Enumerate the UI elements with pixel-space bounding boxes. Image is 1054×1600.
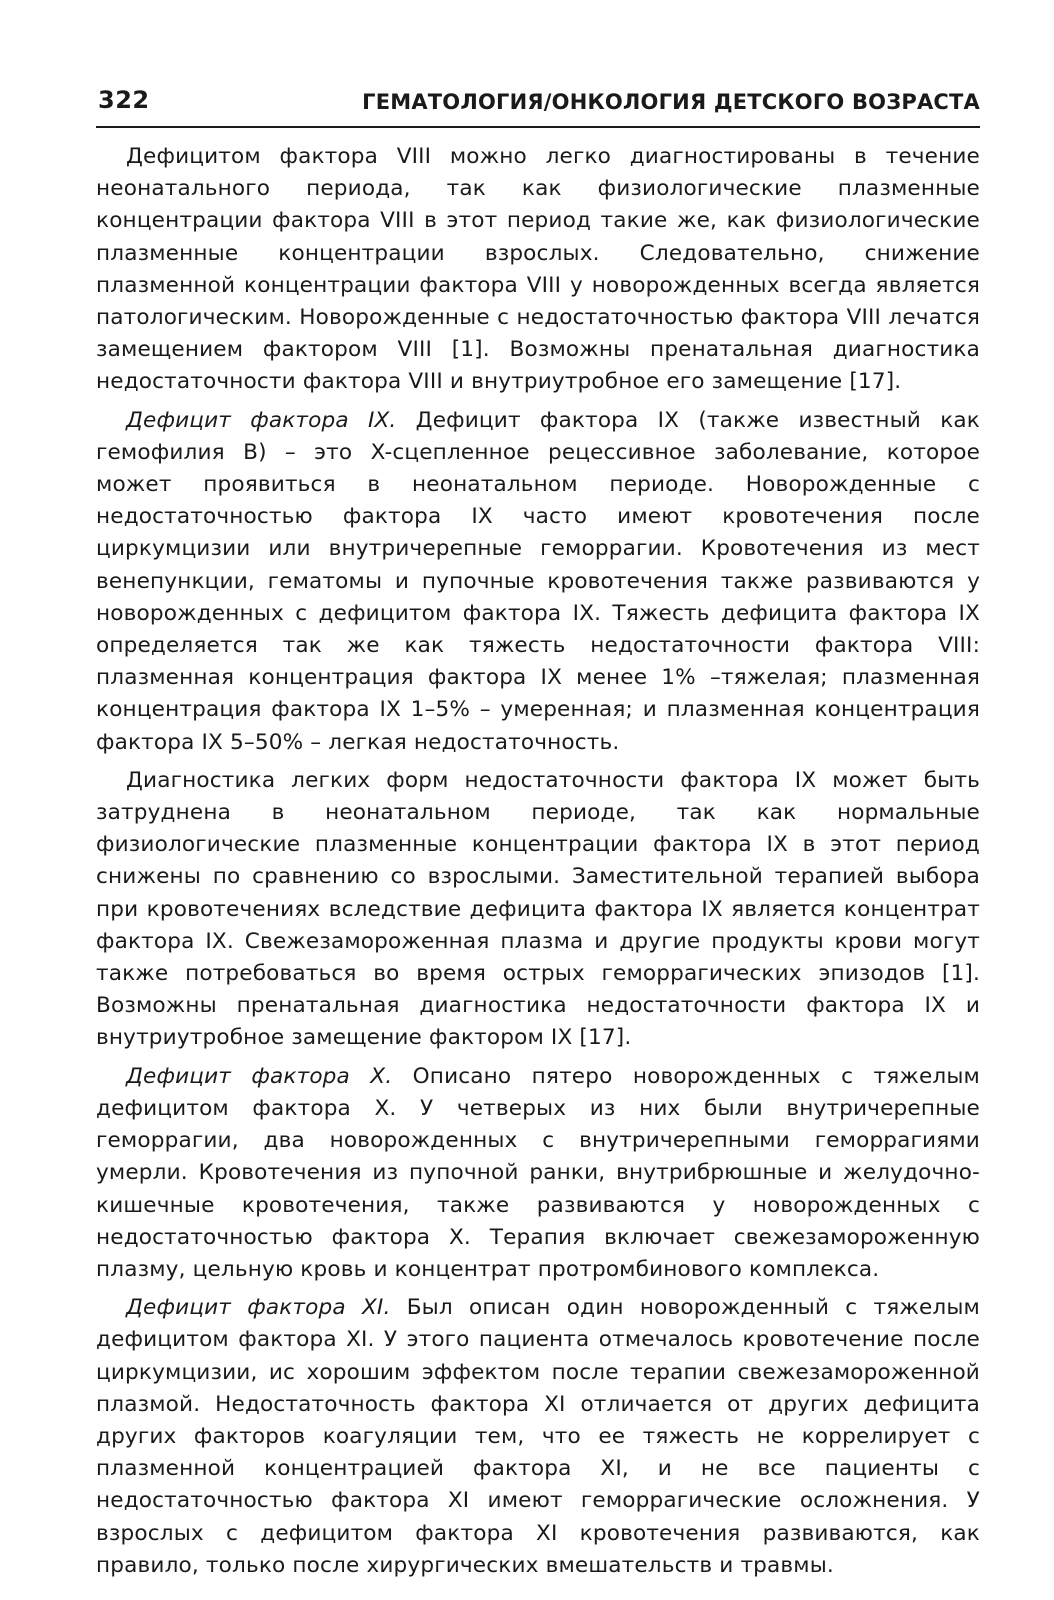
paragraph-text: Описано пятеро новорожденных с тяжелым дефицитом фактора X. У четверых из них были внутричерепные геморрагии, два новорожденных с внутричерепными геморрагиями умерли. Кровотечения из пупочной ранки, внутрибрюшные и желудочно-кишечные кровотечения, также развиваются у новорожденных с недостаточностью фактора X. Терапия включает свежезамороженную плазму, цельную кровь и концентрат протромбинового комплекса.	[96, 1063, 981, 1282]
paragraph-factor-x-deficiency	[96, 1061, 980, 1286]
running-head	[96, 82, 980, 128]
paragraph-factor-ix-deficiency	[96, 405, 980, 759]
run-in-heading-factor-x: Дефицит фактора X.	[126, 1063, 393, 1089]
paragraph-factor-xi-deficiency	[96, 1292, 980, 1582]
paragraph-factor-ix-diagnosis	[96, 765, 980, 1055]
paragraph-text: Дефицитом фактора VIII можно легко диагностированы в течение неонатального периода, так как физиологические плазменные концентрации фактора VIII в этот период такие же, как физиологические плазменные концентрации взрослых. Следовательно, снижение плазменной концентрации фактора VIII у новорожденных всегда является патологическим. Новорожденные с недостаточностью фактора VIII лечатся замещением фактором VIII [1]. Возможны пренатальная диагностика недостаточности фактора VIII и внутриутробное его замещение [17].	[96, 144, 980, 395]
run-in-heading-factor-xi: Дефицит фактора XI.	[126, 1295, 391, 1321]
body-text	[96, 141, 980, 1582]
paragraph-text: Был описан один новорожденный с тяжелым дефицитом фактора XI. У этого пациента отмечалось кровотечение после циркумцизии, ис хорошим эффектом после терапии свежезамороженной плазмой. Недостаточность фактора XI отличается от других дефицита других факторов коагуляции тем, что ее тяжесть не коррелирует с плазменной концентрацией фактора XI, и не все пациенты с недостаточностью фактора XI имеют геморрагические осложнения. У взрослых с дефицитом фактора XI кровотечения развиваются, как правило, только после хирургических вмешательств и травмы.	[96, 1295, 980, 1578]
paragraph-factor-viii-neonatal	[96, 141, 980, 399]
paragraph-text: Дефицит фактора IX (также известный как гемофилия B) – это X-сцепленное рецессивное заболевание, которое может проявиться в неонатальном периоде. Новорожденные с недостаточностью фактора IX часто имеют кровотечения после циркумцизии или внутричерепные геморрагии. Кровотечения из мест венепункции, гематомы и пупочные кровотечения также развиваются у новорожденных с дефицитом фактора IX. Тяжесть дефицита фактора IX определяется так же как тяжесть недостаточности фактора VIII: плазменная концентрация фактора IX менее 1% –тяжелая; плазменная концентрация фактора IX 1–5% – умеренная; и плазменная концентрация фактора IX 5–50% – легкая недостаточность.	[96, 407, 980, 755]
run-in-heading-factor-ix: Дефицит фактора IX.	[126, 407, 397, 433]
page-number: 322	[98, 86, 150, 114]
paragraph-text: Диагностика легких форм недостаточности фактора IX может быть затруднена в неонатальном периоде, так как нормальные физиологические плазменные концентрации фактора IX в этот период снижены по сравнению со взрослыми. Заместительной терапией выбора при кровотечениях вследствие дефицита фактора IX является концентрат фактора IX. Свежезамороженная плазма и другие продукты крови могут также потребоваться во время острых геморрагических эпизодов [1]. Возможны пренатальная диагностика недостаточности фактора IX и внутриутробное замещение фактором IX [17].	[96, 767, 980, 1051]
running-title: ГЕМАТОЛОГИЯ/ОНКОЛОГИЯ ДЕТСКОГО ВОЗРАСТА	[362, 90, 980, 114]
